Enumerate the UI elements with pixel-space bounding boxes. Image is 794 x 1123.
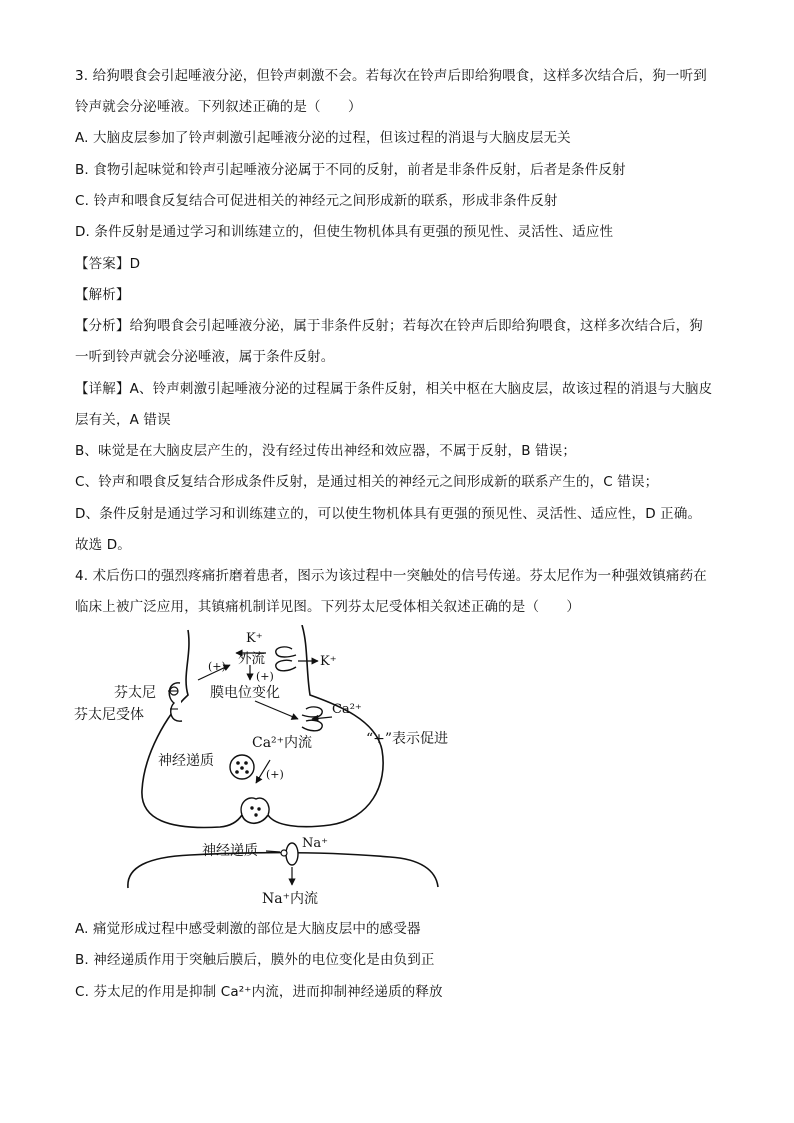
- label-neurotransmitter-2: 神经递质: [202, 843, 258, 859]
- xiangjie-c: C、铃声和喂食反复结合形成条件反射，是通过相关的神经元之间形成新的联系产生的，C 错误；: [75, 474, 659, 490]
- label-potential-change: 膜电位变化: [210, 685, 280, 701]
- q3-stem-line-1: 3. 给狗喂食会引起唾液分泌，但铃声刺激不会。若每次在铃声后即给狗喂食，这样多次结合后，狗一听到: [75, 68, 707, 84]
- synapse-diagram: [70, 625, 490, 910]
- label-plus-1: (+): [208, 660, 226, 673]
- q3-option-b: B. 食物引起味觉和铃声引起唾液分泌属于不同的反射，前者是非条件反射，后者是条件反射: [75, 162, 626, 178]
- q3-option-d: D. 条件反射是通过学习和训练建立的，但使生物机体具有更强的预见性、灵活性、适应性: [75, 224, 614, 240]
- xiangjie-b: B、味觉是在大脑皮层产生的，没有经过传出神经和效应器，不属于反射，B 错误；: [75, 443, 577, 459]
- label-fentanyl-receptor: 芬太尼受体: [74, 707, 144, 723]
- conclusion: 故选 D。: [75, 537, 131, 553]
- q4-option-c: C. 芬太尼的作用是抑制 Ca²⁺内流，进而抑制神经递质的释放: [75, 984, 443, 1000]
- answer-value: D: [129, 256, 141, 272]
- na-channel-shape: [281, 843, 298, 865]
- postsynaptic-membrane: [128, 853, 438, 888]
- fenxi-line-2: 一听到铃声就会分泌唾液，属于条件反射。: [75, 349, 335, 365]
- neurotransmitter-binding-line: [266, 851, 280, 852]
- label-plus-3: (+): [266, 768, 284, 781]
- label-ca-right: Ca²⁺: [332, 702, 362, 717]
- q3-option-c: C. 铃声和喂食反复结合可促进相关的神经元之间形成新的联系，形成非条件反射: [75, 193, 558, 209]
- q4-stem-line-1: 4. 术后伤口的强烈疼痛折磨着患者，图示为该过程中一突触处的信号传递。芬太尼作为一种强效镇痛药在: [75, 568, 707, 584]
- q3-answer: [75, 255, 140, 273]
- potential-to-ca-arrow: [255, 701, 298, 719]
- xiangjie-line-2: 层有关，A 错误: [75, 412, 171, 428]
- synaptic-vesicle: [230, 755, 254, 779]
- q4-option-a: A. 痛觉形成过程中感受刺激的部位是大脑皮层中的感受器: [75, 921, 421, 937]
- fenxi-line-1: 【分析】给狗喂食会引起唾液分泌，属于非条件反射；若每次在铃声后即给狗喂食，这样多次结合后，狗: [75, 318, 703, 334]
- label-na-influx: Na⁺内流: [262, 891, 318, 907]
- q4-option-b: B. 神经递质作用于突触后膜后，膜外的电位变化是由负到正: [75, 952, 435, 968]
- label-k-top: K⁺: [246, 631, 263, 646]
- q4-stem-line-2: 临床上被广泛应用，其镇痛机制详见图。下列芬太尼受体相关叙述正确的是（ ）: [75, 599, 581, 615]
- q3-option-a: A. 大脑皮层参加了铃声刺激引起唾液分泌的过程，但该过程的消退与大脑皮层无关: [75, 130, 571, 146]
- label-plus-2: (+): [256, 670, 274, 683]
- label-legend: “+”表示促进: [366, 731, 449, 747]
- exocytosis-vesicle: [241, 798, 269, 817]
- answer-label: 【答案】: [75, 256, 130, 272]
- xiangjie-d: D、条件反射是通过学习和训练建立的，可以使生物机体具有更强的预见性、灵活性、适应性，D 正确。: [75, 506, 702, 522]
- fentanyl-receptor-shape: [169, 683, 182, 721]
- q3-stem-line-2: 铃声就会分泌唾液。下列叙述正确的是（ ）: [75, 99, 362, 115]
- label-na-right: Na⁺: [302, 836, 328, 851]
- label-fentanyl: 芬太尼: [114, 685, 156, 701]
- k-channel-shape: [276, 647, 296, 671]
- label-efflux: 外流: [238, 651, 265, 667]
- label-ca-influx: Ca²⁺内流: [252, 735, 313, 751]
- analysis-label: 【解析】: [75, 287, 130, 303]
- xiangjie-line-1: 【详解】A、铃声刺激引起唾液分泌的过程属于条件反射，相关中枢在大脑皮层，故该过程的消退与大脑皮: [75, 381, 713, 397]
- label-k-right: K⁺: [320, 654, 337, 669]
- label-neurotransmitter-1: 神经递质: [158, 753, 214, 769]
